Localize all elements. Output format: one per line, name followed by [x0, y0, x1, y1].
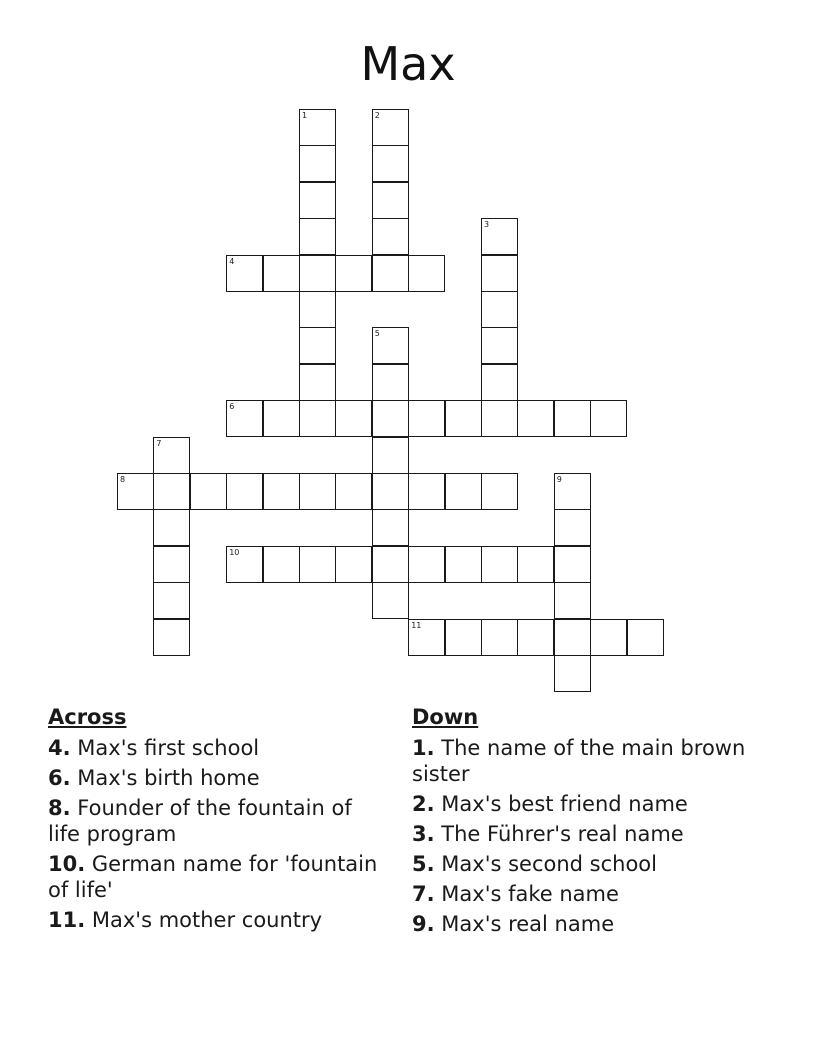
- grid-cell[interactable]: [372, 546, 409, 583]
- grid-cell[interactable]: [517, 619, 554, 656]
- grid-cell[interactable]: [590, 619, 627, 656]
- grid-cell[interactable]: [481, 327, 518, 364]
- grid-cell[interactable]: [590, 400, 627, 437]
- grid-cell[interactable]: [517, 546, 554, 583]
- grid-cell[interactable]: [372, 218, 409, 255]
- clue-number: 6.: [48, 766, 71, 790]
- grid-cell[interactable]: [554, 400, 591, 437]
- clue-number: 1.: [412, 736, 435, 760]
- down-clue: [412, 881, 772, 907]
- grid-cell[interactable]: [554, 473, 591, 510]
- grid-cell[interactable]: [190, 473, 227, 510]
- cell-number: 4: [229, 256, 235, 266]
- grid-cell[interactable]: [226, 546, 263, 583]
- grid-cell[interactable]: [117, 473, 154, 510]
- grid-cell[interactable]: [299, 327, 336, 364]
- across-clue: [48, 795, 378, 847]
- grid-cell[interactable]: [408, 255, 445, 292]
- grid-cell[interactable]: [299, 291, 336, 328]
- cell-number: 5: [374, 329, 380, 339]
- grid-cell[interactable]: [408, 400, 445, 437]
- clue-number: 8.: [48, 796, 71, 820]
- grid-cell[interactable]: [299, 255, 336, 292]
- down-heading: Down: [412, 705, 479, 729]
- clue-number: 2.: [412, 792, 435, 816]
- clue-number: 3.: [412, 822, 435, 846]
- across-clue: [48, 735, 378, 761]
- grid-cell[interactable]: [445, 546, 482, 583]
- grid-cell[interactable]: [372, 582, 409, 619]
- down-clue: [412, 911, 772, 937]
- grid-cell[interactable]: [445, 473, 482, 510]
- grid-cell[interactable]: [481, 255, 518, 292]
- grid-cell[interactable]: [226, 255, 263, 292]
- grid-cell[interactable]: [445, 619, 482, 656]
- down-clue: [412, 821, 772, 847]
- cell-number: 11: [411, 620, 422, 630]
- grid-cell[interactable]: [299, 400, 336, 437]
- grid-cell[interactable]: [408, 619, 445, 656]
- grid-cell[interactable]: [554, 546, 591, 583]
- grid-cell[interactable]: [481, 546, 518, 583]
- clue-text: The Führer's real name: [441, 822, 684, 846]
- grid-cell[interactable]: [408, 473, 445, 510]
- grid-cell[interactable]: [153, 509, 190, 546]
- across-clue: [48, 907, 378, 933]
- grid-cell[interactable]: [263, 400, 300, 437]
- clue-text: Founder of the fountain of life program: [48, 796, 352, 846]
- cell-number: 3: [484, 220, 490, 230]
- clue-text: Max's first school: [77, 736, 260, 760]
- grid-cell[interactable]: [481, 364, 518, 401]
- down-clue: [412, 735, 772, 787]
- clue-text: Max's best friend name: [441, 792, 688, 816]
- grid-cell[interactable]: [554, 582, 591, 619]
- grid-cell[interactable]: [554, 509, 591, 546]
- grid-cell[interactable]: [263, 255, 300, 292]
- grid-cell[interactable]: [554, 619, 591, 656]
- grid-cell[interactable]: [335, 400, 372, 437]
- grid-cell[interactable]: [445, 400, 482, 437]
- grid-cell[interactable]: [372, 473, 409, 510]
- grid-cell[interactable]: [372, 437, 409, 474]
- grid-cell[interactable]: [481, 400, 518, 437]
- grid-cell[interactable]: [153, 546, 190, 583]
- across-clue: [48, 765, 378, 791]
- grid-cell[interactable]: [481, 473, 518, 510]
- clue-text: Max's fake name: [441, 882, 619, 906]
- grid-cell[interactable]: [372, 400, 409, 437]
- cell-number: 9: [556, 475, 562, 484]
- down-clue: [412, 851, 772, 877]
- grid-cell[interactable]: [153, 619, 190, 656]
- cell-number: 8: [120, 475, 126, 484]
- clue-number: 5.: [412, 852, 435, 876]
- clue-number: 4.: [48, 736, 71, 760]
- clue-number: 11.: [48, 908, 86, 932]
- grid-cell[interactable]: [554, 655, 591, 692]
- clue-number: 9.: [412, 912, 435, 936]
- grid-cell[interactable]: [299, 182, 336, 219]
- grid-cell[interactable]: [481, 619, 518, 656]
- grid-cell[interactable]: [226, 473, 263, 510]
- grid-cell[interactable]: [299, 364, 336, 401]
- clue-text: Max's mother country: [91, 908, 323, 932]
- grid-cell[interactable]: [299, 218, 336, 255]
- grid-cell[interactable]: [299, 473, 336, 510]
- grid-cell[interactable]: [517, 400, 554, 437]
- across-clue: [48, 851, 378, 903]
- grid-cell[interactable]: [372, 182, 409, 219]
- grid-cell[interactable]: [481, 291, 518, 328]
- clue-text: Max's real name: [441, 912, 615, 936]
- grid-cell[interactable]: [372, 364, 409, 401]
- grid-cell[interactable]: [263, 473, 300, 510]
- clue-text: The name of the main brown sister: [412, 736, 746, 786]
- clue-text: Max's second school: [441, 852, 657, 876]
- down-clues: [412, 703, 772, 941]
- grid-cell[interactable]: [335, 255, 372, 292]
- grid-cell[interactable]: [226, 400, 263, 437]
- grid-cell[interactable]: [153, 582, 190, 619]
- clue-number: 10.: [48, 852, 86, 876]
- cell-number: 7: [156, 438, 162, 448]
- grid-cell[interactable]: [335, 546, 372, 583]
- grid-cell[interactable]: [408, 546, 445, 583]
- grid-cell[interactable]: [372, 109, 409, 146]
- clue-text: German name for 'fountain of life': [48, 852, 378, 902]
- grid-cell[interactable]: [335, 473, 372, 510]
- grid-cell[interactable]: [153, 437, 190, 474]
- grid-cell[interactable]: [299, 109, 336, 146]
- cell-number: 6: [229, 402, 235, 412]
- cell-number: 1: [302, 111, 308, 120]
- grid-cell[interactable]: [372, 255, 409, 292]
- grid-cell[interactable]: [153, 473, 190, 510]
- down-clue: [412, 791, 772, 817]
- grid-cell[interactable]: [627, 619, 664, 656]
- grid-cell[interactable]: [299, 546, 336, 583]
- clue-text: Max's birth home: [77, 766, 260, 790]
- grid-cell[interactable]: [481, 218, 518, 255]
- page-title: Max: [360, 37, 456, 91]
- across-clues: [48, 703, 378, 937]
- cell-number: 10: [229, 547, 240, 557]
- grid-cell[interactable]: [263, 546, 300, 583]
- grid-cell[interactable]: [299, 145, 336, 182]
- grid-cell[interactable]: [372, 327, 409, 364]
- grid-cell[interactable]: [372, 145, 409, 182]
- cell-number: 2: [374, 111, 380, 120]
- across-heading: Across: [48, 705, 127, 729]
- clue-number: 7.: [412, 882, 435, 906]
- grid-cell[interactable]: [372, 509, 409, 546]
